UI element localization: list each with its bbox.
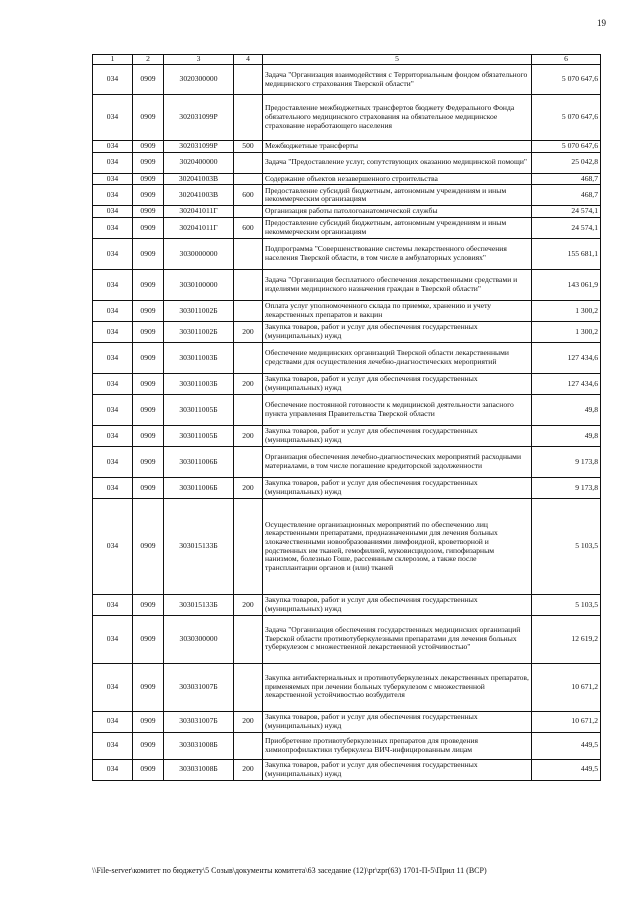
cell-ministry: 034 [93,447,133,478]
cell-expense-type [234,395,263,426]
table-row [93,711,601,732]
table-row [93,322,601,343]
cell-amount: 143 061,9 [532,270,601,301]
cell-target-article: 3030300000 [164,615,234,663]
cell-expense-type [234,152,263,173]
cell-ministry: 034 [93,615,133,663]
cell-target-article: 303011006Б [164,478,234,499]
cell-target-article: 303031007Б [164,711,234,732]
cell-expense-type: 200 [234,374,263,395]
cell-amount: 468,7 [532,185,601,206]
cell-name: Предоставление межбюджетных трансфертов бюджету Федерального Фонда обязательного медицинского страхования на обязательное медицинское страхование неработающего населения [263,95,532,141]
page-number: 19 [597,18,606,28]
cell-name: Организация работы патологоанатомической службы [263,206,532,218]
cell-amount: 1 300,2 [532,301,601,322]
table-row [93,65,601,95]
cell-section: 0909 [133,141,164,153]
cell-ministry: 034 [93,141,133,153]
cell-expense-type: 200 [234,711,263,732]
cell-expense-type [234,206,263,218]
cell-section: 0909 [133,301,164,322]
cell-amount: 49,8 [532,426,601,447]
cell-target-article: 302041011Г [164,218,234,239]
cell-target-article: 3030100000 [164,270,234,301]
cell-section: 0909 [133,206,164,218]
cell-target-article: 302041003В [164,185,234,206]
cell-section: 0909 [133,447,164,478]
cell-amount: 155 681,1 [532,239,601,270]
cell-ministry: 034 [93,343,133,374]
cell-expense-type [234,270,263,301]
cell-target-article: 303011002Б [164,301,234,322]
table-row [93,663,601,711]
cell-amount: 9 173,8 [532,447,601,478]
cell-expense-type [234,239,263,270]
cell-target-article: 302031099Р [164,141,234,153]
cell-expense-type [234,615,263,663]
cell-expense-type [234,343,263,374]
cell-name: Задача "Организация бесплатного обеспечения лекарственными средствами и изделиями медицинского назначения граждан в Тверской области" [263,270,532,301]
header-col-2: 2 [133,55,164,65]
cell-expense-type: 200 [234,426,263,447]
cell-name: Предоставление субсидий бюджетным, автономным учреждениям и иным некоммерческим организациям [263,185,532,206]
cell-amount: 10 671,2 [532,663,601,711]
table-row [93,141,601,153]
table-row [93,95,601,141]
cell-section: 0909 [133,395,164,426]
cell-amount: 5 103,5 [532,595,601,615]
cell-ministry: 034 [93,711,133,732]
cell-ministry: 034 [93,322,133,343]
cell-section: 0909 [133,615,164,663]
cell-section: 0909 [133,270,164,301]
cell-ministry: 034 [93,499,133,595]
cell-section: 0909 [133,95,164,141]
cell-expense-type [234,95,263,141]
cell-target-article: 303011002Б [164,322,234,343]
budget-table [92,54,601,781]
cell-ministry: 034 [93,218,133,239]
cell-target-article: 3020400000 [164,152,234,173]
cell-ministry: 034 [93,185,133,206]
cell-amount: 449,5 [532,759,601,780]
cell-name: Межбюджетные трансферты [263,141,532,153]
cell-section: 0909 [133,374,164,395]
cell-target-article: 303011006Б [164,447,234,478]
cell-name: Организация обеспечения лечебно-диагностических мероприятий расходными материалами, в том числе погашение кредиторской задолженности [263,447,532,478]
header-col-1: 1 [93,55,133,65]
cell-name: Закупка товаров, работ и услуг для обеспечения государственных (муниципальных) нужд [263,711,532,732]
cell-amount: 5 070 647,6 [532,141,601,153]
table-row [93,447,601,478]
table-row [93,173,601,185]
cell-amount: 9 173,8 [532,478,601,499]
cell-name: Закупка антибактериальных и противотуберкулезных лекарственных препаратов, применяемых при лечении больных туберкулезом с множественной лекарственной устойчивостью возбудителя [263,663,532,711]
cell-amount: 127 434,6 [532,374,601,395]
cell-ministry: 034 [93,65,133,95]
cell-ministry: 034 [93,239,133,270]
cell-amount: 5 103,5 [532,499,601,595]
cell-name: Закупка товаров, работ и услуг для обеспечения государственных (муниципальных) нужд [263,759,532,780]
table-row [93,301,601,322]
table-row [93,270,601,301]
cell-target-article: 303031008Б [164,759,234,780]
cell-name: Задача "Организация обеспечения государственных медицинских организаций Тверской области противотуберкулезными препаратами для лечения больных туберкулезом с множественной лекарственной устойчивостью" [263,615,532,663]
cell-name: Обеспечение медицинских организаций Тверской области лекарственными средствами для осуществления лечебно-диагностических мероприятий [263,343,532,374]
cell-target-article: 303011003Б [164,374,234,395]
table-row [93,499,601,595]
cell-name: Закупка товаров, работ и услуг для обеспечения государственных (муниципальных) нужд [263,322,532,343]
cell-name: Предоставление субсидий бюджетным, автономным учреждениям и иным некоммерческим организациям [263,218,532,239]
cell-section: 0909 [133,595,164,615]
table-row [93,185,601,206]
cell-ministry: 034 [93,301,133,322]
cell-target-article: 302031099Р [164,95,234,141]
cell-amount: 24 574,1 [532,218,601,239]
table-row [93,759,601,780]
cell-amount: 5 070 647,6 [532,95,601,141]
cell-amount: 12 619,2 [532,615,601,663]
cell-ministry: 034 [93,595,133,615]
cell-section: 0909 [133,185,164,206]
cell-section: 0909 [133,343,164,374]
footer-file-path: \\File-server\комитет по бюджету\5 Созыв\документы комитета\63 заседание (12)\pr\zpr(63) 1701-П-5\Прил 11 (ВСР) [92,866,487,875]
cell-section: 0909 [133,65,164,95]
cell-expense-type: 600 [234,185,263,206]
table-header-row [93,55,601,65]
cell-target-article: 303015133Б [164,499,234,595]
cell-amount: 449,5 [532,732,601,759]
cell-amount: 25 042,8 [532,152,601,173]
cell-ministry: 034 [93,478,133,499]
cell-section: 0909 [133,218,164,239]
header-col-5: 5 [263,55,532,65]
cell-name: Задача "Организация взаимодействия с Территориальным фондом обязательного медицинского страхования Тверской области" [263,65,532,95]
table-row [93,478,601,499]
cell-amount: 5 070 647,6 [532,65,601,95]
cell-ministry: 034 [93,663,133,711]
table-row [93,206,601,218]
cell-name: Содержание объектов незавершенного строительства [263,173,532,185]
table-row [93,152,601,173]
cell-amount: 24 574,1 [532,206,601,218]
cell-section: 0909 [133,173,164,185]
header-col-4: 4 [234,55,263,65]
cell-section: 0909 [133,322,164,343]
table-row [93,395,601,426]
cell-section: 0909 [133,478,164,499]
cell-section: 0909 [133,499,164,595]
cell-name: Закупка товаров, работ и услуг для обеспечения государственных (муниципальных) нужд [263,426,532,447]
cell-target-article: 3030000000 [164,239,234,270]
cell-ministry: 034 [93,152,133,173]
cell-name: Оплата услуг уполномоченного склада по приемке, хранению и учету лекарственных препаратов и вакцин [263,301,532,322]
cell-name: Закупка товаров, работ и услуг для обеспечения государственных (муниципальных) нужд [263,374,532,395]
cell-expense-type: 600 [234,218,263,239]
cell-name: Закупка товаров, работ и услуг для обеспечения государственных (муниципальных) нужд [263,478,532,499]
cell-amount: 10 671,2 [532,711,601,732]
cell-ministry: 034 [93,270,133,301]
cell-name: Обеспечение постоянной готовности к медицинской деятельности запасного пункта управления Правительства Тверской области [263,395,532,426]
cell-name: Закупка товаров, работ и услуг для обеспечения государственных (муниципальных) нужд [263,595,532,615]
cell-target-article: 303031008Б [164,732,234,759]
cell-target-article: 303011003Б [164,343,234,374]
cell-expense-type [234,173,263,185]
header-col-3: 3 [164,55,234,65]
table-row [93,426,601,447]
table-row [93,615,601,663]
table-row [93,374,601,395]
cell-expense-type: 200 [234,759,263,780]
cell-target-article: 302041003В [164,173,234,185]
cell-expense-type [234,65,263,95]
cell-target-article: 3020300000 [164,65,234,95]
cell-expense-type [234,732,263,759]
cell-amount: 468,7 [532,173,601,185]
cell-expense-type [234,301,263,322]
cell-target-article: 303031007Б [164,663,234,711]
cell-expense-type [234,447,263,478]
cell-name: Осуществление организационных мероприятий по обеспечению лиц лекарственными препаратами, предназначенными для лечения больных злокачественными новообразованиями лимфоидной, кроветворной и родственных им тканей, гемофилией, муковисцидозом, гипофизарным нанизмом, болезнью Гоше, рассеянным склерозом, а также после трансплантации органов и (или) тканей [263,499,532,595]
cell-ministry: 034 [93,732,133,759]
cell-expense-type: 200 [234,322,263,343]
cell-target-article: 302041011Г [164,206,234,218]
cell-ministry: 034 [93,206,133,218]
cell-ministry: 034 [93,374,133,395]
cell-section: 0909 [133,152,164,173]
cell-section: 0909 [133,239,164,270]
cell-section: 0909 [133,663,164,711]
cell-ministry: 034 [93,395,133,426]
cell-amount: 49,8 [532,395,601,426]
cell-name: Приобретение противотуберкулезных препаратов для проведения химиопрофилактики туберкулеза ВИЧ-инфицированным лицам [263,732,532,759]
cell-expense-type: 500 [234,141,263,153]
cell-expense-type [234,499,263,595]
cell-ministry: 034 [93,759,133,780]
table-row [93,732,601,759]
cell-section: 0909 [133,426,164,447]
table-row [93,343,601,374]
cell-target-article: 303011005Б [164,395,234,426]
cell-target-article: 303011005Б [164,426,234,447]
cell-section: 0909 [133,759,164,780]
cell-amount: 127 434,6 [532,343,601,374]
cell-ministry: 034 [93,426,133,447]
cell-expense-type [234,663,263,711]
cell-name: Задача "Предоставление услуг, сопутствующих оказанию медицинской помощи" [263,152,532,173]
header-col-6: 6 [532,55,601,65]
cell-section: 0909 [133,732,164,759]
cell-ministry: 034 [93,173,133,185]
cell-expense-type: 200 [234,595,263,615]
cell-target-article: 303015133Б [164,595,234,615]
table-row [93,595,601,615]
table-row [93,239,601,270]
cell-section: 0909 [133,711,164,732]
cell-expense-type: 200 [234,478,263,499]
table-row [93,218,601,239]
cell-amount: 1 300,2 [532,322,601,343]
cell-ministry: 034 [93,95,133,141]
cell-name: Подпрограмма "Совершенствование системы лекарственного обеспечения населения Тверской области, в том числе в амбулаторных условиях" [263,239,532,270]
